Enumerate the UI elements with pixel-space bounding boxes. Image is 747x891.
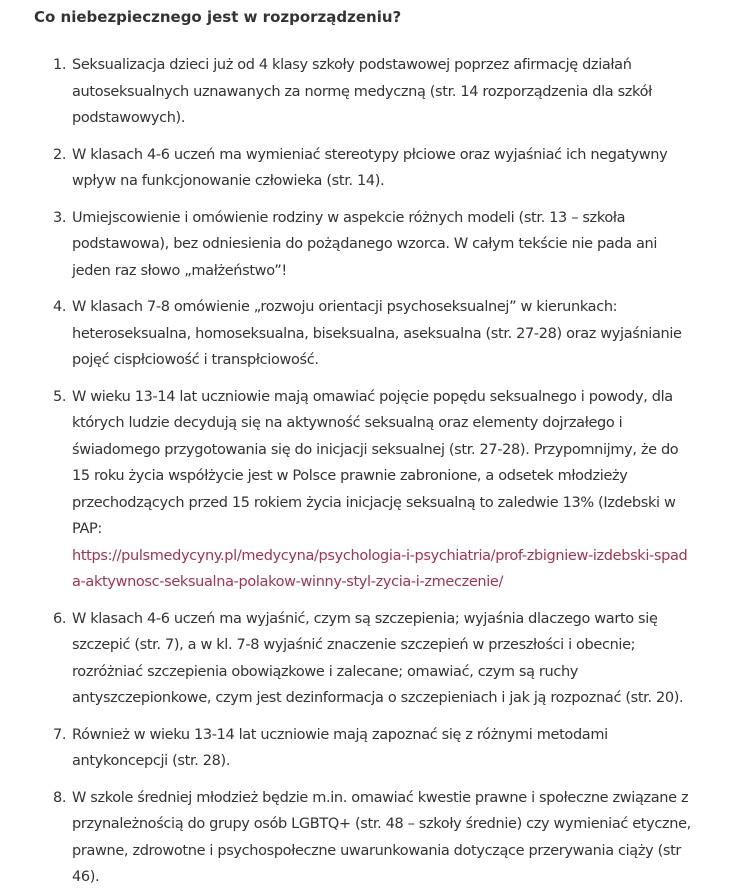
list-item-number: 1. [53, 57, 67, 73]
list-item-number: 3. [53, 209, 67, 226]
list-item-number: 4. [53, 299, 67, 315]
page-title: Co niebezpiecznego jest w rozporządzeniu? [34, 8, 402, 26]
list-item-number: 6. [53, 610, 67, 627]
list-item-text: W klasach 4-6 uczeń ma wyjaśnić, czym są szczepienia; wyjaśnia dlaczego warto się szczepić (str. 7), a w kl. 7-8 wyjaśnić znaczenie szczepień w przeszłości i obecnie; rozróżniać szczepienia obowiązkowe i zalecane; omawiać, czym są ruchy antyszczepionkowe, czym jest dezinformacja o szczepieniach i jak ją rozpoznać (str. 20). [72, 610, 684, 706]
list-item-3 [34, 205, 692, 285]
list-item-5 [34, 384, 692, 596]
list-item-text: Seksualizacja dzieci już od 4 klasy szkoły podstawowej poprzez afirmację działań autoseksualnych uznawanych za normę medyczną (str. 14 rozporządzenia dla szkół podstawowych). [72, 57, 652, 126]
list-item-text: W wieku 13-14 lat uczniowie mają omawiać pojęcie popędu seksualnego i powody, dla których ludzie decydują się na aktywność seksualną oraz elementy dojrzałego i świadomego przygotowania się do inicjacji seksualnej (str. 27-28). Przypomnijmy, że do 15 roku życia współżycie jest w Polsce prawnie zabronione, a odsetek młodzieży przechodzących przed 15 rokiem życia inicjację seksualną to zaledwie 13% (Izdebski w PAP: [72, 388, 679, 537]
list-item-4 [34, 294, 692, 374]
list-item-text: Również w wieku 13-14 lat uczniowie mają zapoznać się z różnymi metodami antykoncepcji (str. 28). [72, 726, 608, 769]
list-item-2 [34, 142, 692, 195]
list-item-1 [34, 52, 692, 132]
numbered-list [34, 52, 747, 891]
list-item-number: 8. [53, 789, 67, 806]
list-item-text: Umiejscowienie i omówienie rodziny w aspekcie różnych modeli (str. 13 – szkoła podstawowa), bez odniesienia do pożądanego wzorca. W całym tekście nie pada ani jeden raz słowo „małżeństwo”! [72, 209, 658, 279]
source-link[interactable]: https://pulsmedycyny.pl/medycyna/psychologia-i-psychiatria/prof-zbigniew-izdebski-spada-aktywnosc-seksualna-polakow-winny-styl-zycia-i-zmeczenie/ [72, 547, 688, 590]
list-item-text: W klasach 4-6 uczeń ma wymieniać stereotypy płciowe oraz wyjaśniać ich negatywny wpływ na funkcjonowanie człowieka (str. 14). [72, 146, 668, 189]
list-item-text: W szkole średniej młodzież będzie m.in. omawiać kwestie prawne i społeczne związane z przynależnością do grupy osób LGBTQ+ (str. 48 – szkoły średnie) czy wymieniać etyczne, prawne, zdrowotne i psychospołeczne uwarunkowania dotyczące przerywania ciąży (str 46). [72, 789, 691, 885]
list-item-6 [34, 606, 692, 712]
list-item-text: W klasach 7-8 omówienie „rozwoju orientacji psychoseksualnej” w kierunkach: heteroseksualna, homoseksualna, biseksualna, aseksualna (str. 27-28) oraz wyjaśnianie pojęć cispłciowość i transpłciowość. [72, 299, 682, 368]
list-item-number: 5. [53, 388, 67, 405]
list-item-7 [34, 722, 692, 775]
list-item-number: 7. [53, 726, 67, 743]
list-item-number: 2. [53, 146, 67, 163]
list-item-8 [34, 785, 692, 891]
